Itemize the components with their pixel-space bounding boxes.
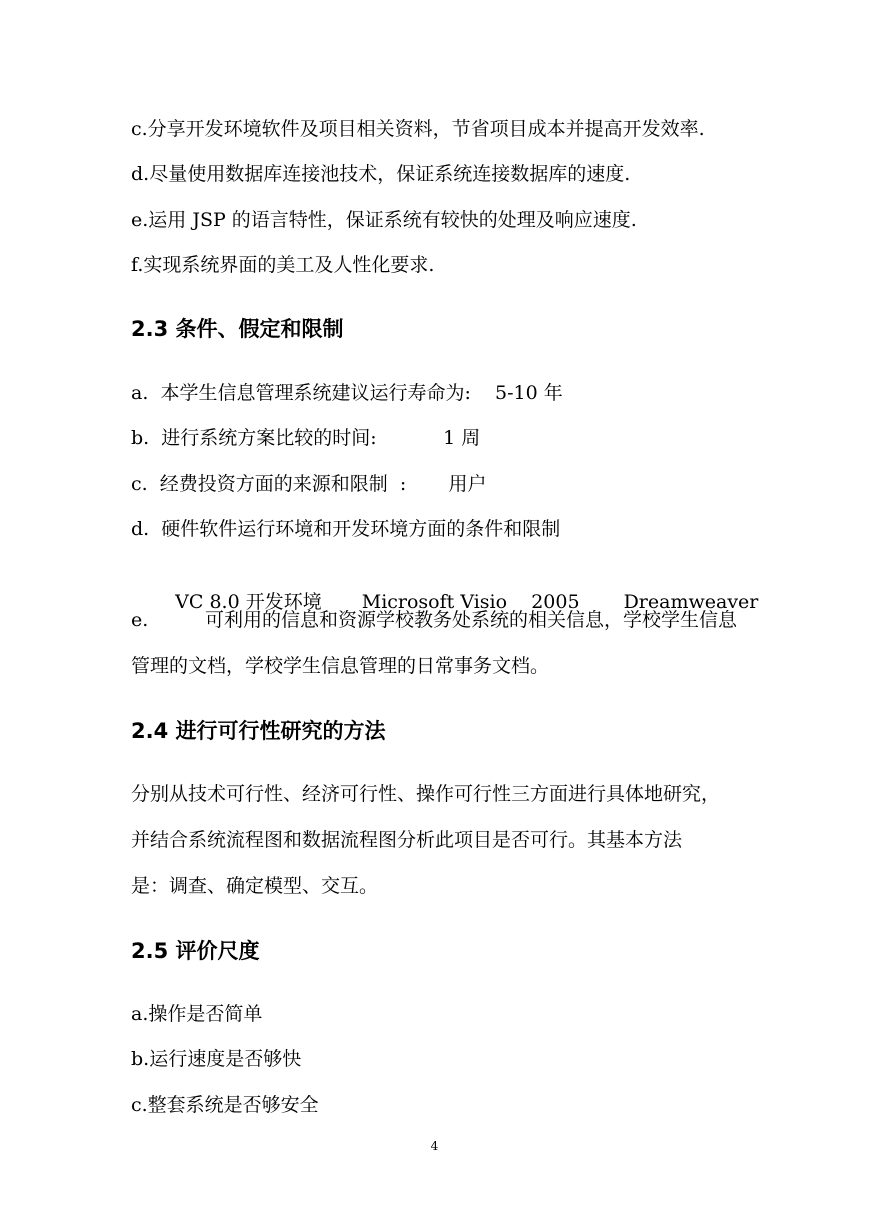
env-visio: Microsoft Visio 2005: [361, 591, 580, 613]
condition-item-e-text: 可利用的信息和资源学校教务处系统的相关信息，学校学生信息: [204, 609, 737, 631]
section-heading-2-4: 2.4 进行可行性研究的方法: [131, 719, 386, 743]
env-dreamweaver: Dreamweaver: [623, 591, 759, 613]
condition-item-b: b. 进行系统方案比较的时间: 1 周: [131, 427, 481, 449]
criteria-item-a: a.操作是否简单: [131, 1003, 263, 1025]
section-heading-2-5: 2.5 评价尺度: [131, 939, 260, 963]
page-number: 4: [430, 1139, 439, 1153]
condition-item-e-line1: [131, 607, 737, 633]
intro-item-e: e.运用 JSP 的语言特性，保证系统有较快的处理及响应速度.: [131, 209, 637, 231]
condition-item-c: c. 经费投资方面的来源和限制 : 用户: [131, 473, 487, 495]
criteria-item-b: b.运行速度是否够快: [131, 1048, 302, 1070]
method-paragraph-line1: 分别从技术可行性、经济可行性、操作可行性三方面进行具体地研究，: [131, 783, 721, 805]
criteria-item-c: c.整套系统是否够安全: [131, 1094, 319, 1116]
condition-item-e-marker: e.: [131, 609, 149, 631]
condition-item-a: a. 本学生信息管理系统建议运行寿命为: 5-10 年: [131, 382, 563, 404]
method-paragraph-line2: 并结合系统流程图和数据流程图分析此项目是否可行。其基本方法: [131, 829, 683, 851]
method-paragraph-line3: 是：调查、确定模型、交互。: [131, 875, 379, 897]
intro-item-c: c.分享开发环境软件及项目相关资料，节省项目成本并提高开发效率.: [131, 118, 705, 140]
intro-item-d: d.尽量使用数据库连接池技术，保证系统连接数据库的速度.: [131, 163, 631, 185]
section-heading-2-3: 2.3 条件、假定和限制: [131, 317, 344, 341]
env-vc: VC 8.0 开发环境: [175, 591, 322, 613]
intro-item-f: f.实现系统界面的美工及人性化要求.: [131, 254, 435, 276]
condition-item-d: d. 硬件软件运行环境和开发环境方面的条件和限制: [131, 518, 561, 540]
condition-item-e-line2: 管理的文档，学校学生信息管理的日常事务文档。: [131, 655, 550, 677]
